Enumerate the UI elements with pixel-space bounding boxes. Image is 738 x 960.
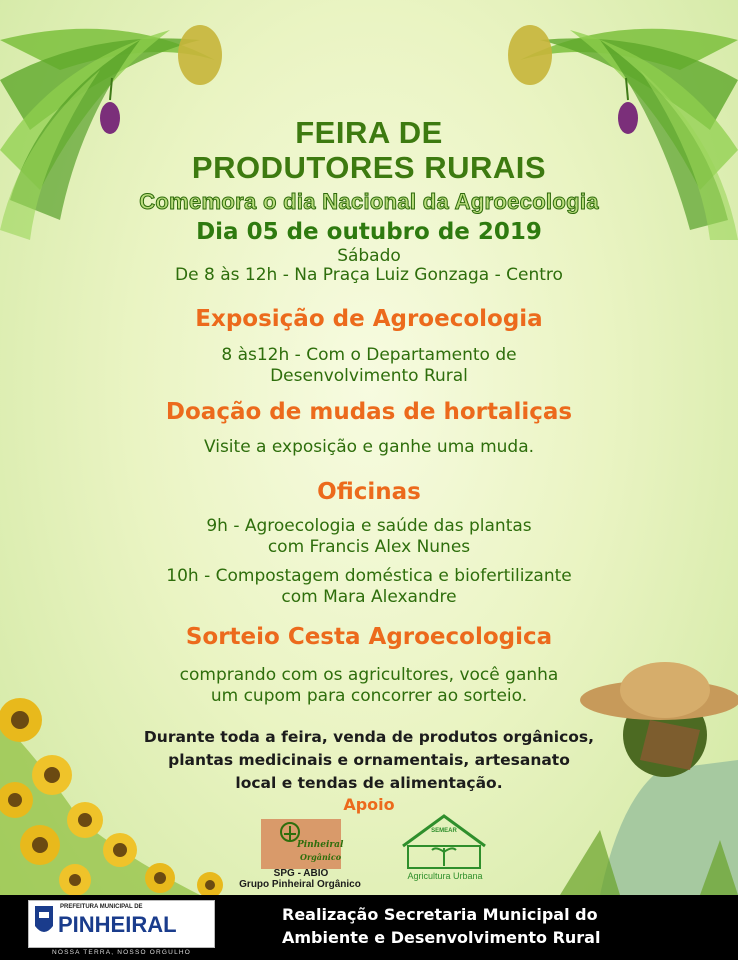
- doacao-heading: Doação de mudas de hortaliças: [165, 399, 573, 425]
- sorteio-line2: um cupom para concorrer ao sorteio.: [210, 686, 528, 706]
- feira-note-line3: local e tendas de alimentação.: [235, 774, 503, 792]
- footer-credit-line1: Realização Secretaria Municipal do: [282, 905, 598, 924]
- workshop2-line1: 10h - Compostagem doméstica e biofertilizante: [166, 566, 572, 586]
- pinheiral-logo-text-a: Pinheiral: [297, 840, 344, 850]
- workshop1-line1: 9h - Agroecologia e saúde das plantas: [206, 516, 532, 536]
- footer-credit: [282, 903, 600, 949]
- event-time-place: De 8 às 12h - Na Praça Luiz Gonzaga - Centro: [175, 265, 563, 285]
- sorteio-heading: Sorteio Cesta Agroecologica: [185, 624, 553, 650]
- pinheiral-logo-caption2: Grupo Pinheiral Orgânico: [239, 879, 361, 890]
- semear-logo: [403, 816, 485, 868]
- oficinas-heading: Oficinas: [317, 479, 421, 505]
- workshop2-line2: com Mara Alexandre: [281, 587, 457, 607]
- workshop1-line2: com Francis Alex Nunes: [267, 537, 471, 557]
- expo-line2: Desenvolvimento Rural: [270, 366, 468, 386]
- prefeitura-logo-tagline: NOSSA TERRA, NOSSO ORGULHO: [51, 949, 192, 956]
- poster-subtitle: Comemora o dia Nacional da Agroecologia: [139, 189, 599, 214]
- doacao-line1: Visite a exposição e ganhe uma muda.: [203, 437, 535, 457]
- pinheiral-logo-text-b: Orgânico: [300, 852, 342, 862]
- feira-note-line1: Durante toda a feira, venda de produtos orgânicos,: [143, 728, 595, 746]
- pinheiral-logo-caption1: SPG - ABIO: [273, 868, 329, 879]
- event-weekday: Sábado: [337, 246, 401, 266]
- semear-logo-caption: Agricultura Urbana: [407, 871, 483, 881]
- prefeitura-logo-top: PREFEITURA MUNICIPAL DE: [60, 904, 143, 910]
- footer-credit-line2: Ambiente e Desenvolvimento Rural: [282, 928, 601, 947]
- expo-heading: Exposição de Agroecologia: [195, 306, 543, 332]
- sorteio-line1: comprando com os agricultores, você ganha: [179, 665, 559, 685]
- semear-logo-top: SEMEAR: [431, 828, 457, 834]
- expo-line1: 8 às12h - Com o Departamento de: [221, 345, 517, 365]
- prefeitura-logo-name: PINHEIRAL: [58, 912, 177, 937]
- event-date: Dia 05 de outubro de 2019: [196, 219, 542, 245]
- poster-title-line2: PRODUTORES RURAIS: [191, 150, 547, 185]
- feira-note-line2: plantas medicinais e ornamentais, artesanato: [168, 751, 570, 769]
- poster-title-line1: FEIRA DE: [295, 115, 443, 150]
- apoio-label: Apoio: [343, 795, 395, 814]
- coat-of-arms-icon: [33, 904, 55, 940]
